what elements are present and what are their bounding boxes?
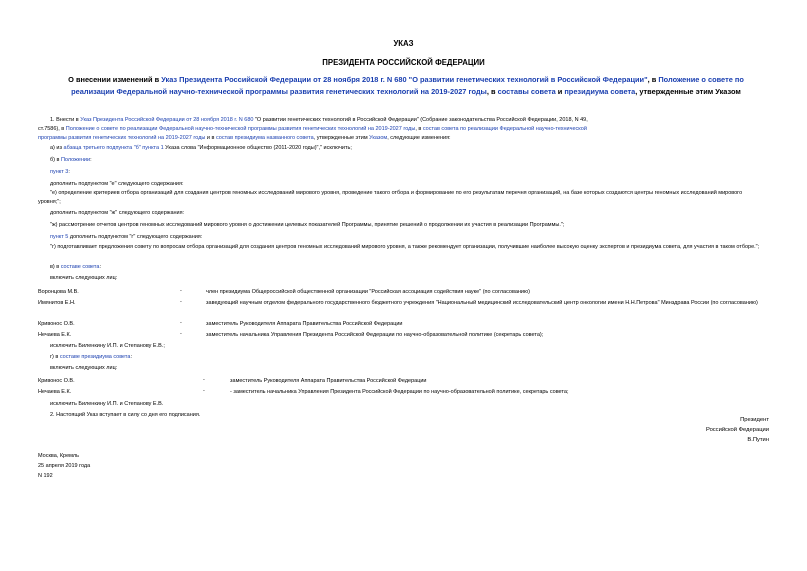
presidium-member-name: Нечаева Е.К. (38, 389, 72, 395)
signing-date: 25 апреля 2019 года (38, 463, 91, 469)
include-1: включить следующих лиц: (50, 275, 118, 281)
council-member-name: Нечаева Е.К. (38, 332, 72, 338)
item-g: г) в составе президиума совета: (50, 354, 132, 360)
presidium-member-dash: - (203, 377, 205, 383)
point-3: пункт 3: (50, 169, 70, 175)
link-presidium-composition-2[interactable]: составе президиума совета (59, 354, 131, 360)
doc-title: УКАЗ (393, 39, 414, 48)
doc-subtitle: О внесении изменений в Указ Президента Российской Федерации от 28 ноября 2018 г. N 680 "О развитии генетических технологий в Российской Федерации", в Положение о совете по реализации Федеральной научно-технической программы развития генетических технологий на 2019-2027 годы, в составы совета и президиума совета, утвержденные этим Указом (68, 75, 744, 96)
link-point-3[interactable]: пункт 3 (50, 169, 69, 175)
link-regulation[interactable]: Положение о совете по реализации Федеральной научно-технической программы развития генетических технологий на 2019-2027 годы (71, 75, 744, 96)
text-e: "е) определение критериев отбора организаций для создания центров геномных исследований мирового уровня, проведение такого отбора и формирование по его результатам перечня организаций, на базе которых создаются центры геномных исследований мирового уровня;"; (38, 190, 743, 205)
link-subpoint-b[interactable]: абзаца третьего подпункта "б" пункта 1 (63, 145, 164, 151)
presidium-member-name: Кривонос О.В. (38, 378, 75, 384)
council-member-position: заведующий научным отделом федерального государственного бюджетного учреждения "Национальный медицинский исследовательский центр онкологии имени Н.Н.Петрова" Минздрава России (по согласованию) (206, 300, 758, 306)
presidium-member-position: - заместитель начальника Управления Президента Российской Федерации по научно-образовательной политике, секретарь совета; (230, 389, 569, 395)
council-member-dash: - (180, 320, 182, 326)
presidium-member-position: заместитель Руководителя Аппарата Правительства Российской Федерации (230, 378, 427, 384)
council-member-position: заместитель Руководителя Аппарата Правительства Российской Федерации (206, 321, 403, 327)
signing-place: Москва, Кремль (38, 453, 80, 459)
council-member-dash: - (180, 288, 182, 294)
item-b: б) в Положении: (50, 157, 92, 163)
signature-title: Президент (740, 417, 769, 423)
signature-country: Российской Федерации (705, 427, 769, 433)
link-decree-680[interactable]: Указ Президента Российской Федерации от 28 ноября 2018 г. N 680 "О развитии генетических технологий в Российской Федерации" (161, 75, 648, 84)
link-regulation-2[interactable]: Положение о совете по реализации Федеральной научно-технической программы развития генетических технологий на 2019-2027 годы (65, 126, 416, 132)
signature-name: В.Путин (747, 437, 769, 443)
council-member-name: Воронцова М.В. (38, 289, 79, 295)
signature-block (706, 415, 769, 445)
text-zh: "ж) рассмотрение отчетов центров геномных исследований мирового уровня о достижении целевых показателей Программы, принятие решений о продолжении их участия в реализации Программы."; (50, 222, 565, 228)
link-council-3[interactable]: программы развития генетических технологий на 2019-2027 годы (38, 135, 206, 141)
item-v: в) в составе совета: (50, 264, 101, 270)
include-2: включить следующих лиц: (50, 365, 118, 371)
council-member-name: Кривонос О.В. (38, 321, 75, 327)
para-2: 2. Настоящий Указ вступает в силу со дня его подписания. (50, 412, 201, 418)
para1-line1: 1. Внести в Указ Президента Российской Федерации от 28 ноября 2018 г. N 680 "О развитии генетических технологий в Российской Федерации" (Собрание законодательства Российской Федерации, 2018, N 49, (50, 117, 588, 123)
text-g: "г) подготавливает предложения совету по вопросам отбора организаций для создания центров геномных исследований мирового уровня, а также рекомендует организации, получившие наиболее высокую оценку экспертов и президиума совета, для участия в таком отборе."; (50, 244, 760, 250)
point-5: пункт 5 дополнить подпунктом "г" следующего содержания: (50, 234, 203, 240)
para1-line2: ст.7586), в Положение о совете по реализации Федеральной научно-технической программы развития генетических технологий на 2019-2027 годы, в состав совета по реализации Федеральной научно-технической (38, 126, 587, 132)
doc-issuer: ПРЕЗИДЕНТА РОССИЙСКОЙ ФЕДЕРАЦИИ (322, 58, 485, 67)
link-decree-2[interactable]: Указом (369, 135, 388, 141)
council-member-name: Имянитов Е.Н. (38, 300, 76, 306)
link-presidium-2[interactable]: состав президиума названного совета (215, 135, 314, 141)
exclude-1: исключить Биленкину И.П. и Степанову Е.В.; (50, 343, 165, 349)
link-council-composition-2[interactable]: составе совета (60, 264, 100, 270)
link-council-composition[interactable]: составы совета (497, 87, 556, 96)
council-member-dash: - (180, 331, 182, 337)
link-point-5[interactable]: пункт 5 (50, 234, 69, 240)
add-zh: дополнить подпунктом "ж" следующего содержания: (50, 210, 185, 216)
item-a: а) из абзаца третьего подпункта "б" пункта 1 Указа слова "Информационное общество (2011-2020 годы)"," исключить; (50, 145, 352, 151)
council-member-position: член президиума Общероссийской общественной организации "Российская ассоциация содействия науке" (по согласованию) (206, 289, 530, 295)
presidium-member-dash: - (203, 388, 205, 394)
link-council-2[interactable]: состав совета по реализации Федеральной научно-технической (422, 126, 587, 132)
link-presidium-composition[interactable]: президиума совета (564, 87, 636, 96)
add-e: дополнить подпунктом "е" следующего содержания: (50, 181, 184, 187)
para1-line3: программы развития генетических технологий на 2019-2027 годы и в состав президиума названного совета, утвержденные этим Указом, следующие изменения: (38, 135, 451, 141)
decree-number: N 192 (38, 473, 53, 479)
council-member-position: заместитель начальника Управления Президента Российской Федерации по научно-образовательной политике (секретарь совета); (206, 332, 544, 338)
link-decree[interactable]: Указ Президента Российской Федерации от 28 ноября 2018 г. N 680 (80, 117, 254, 123)
exclude-2: исключить Биленкину И.П. и Степанову Е.В. (50, 401, 164, 407)
council-member-dash: - (180, 299, 182, 305)
link-regulation-3[interactable]: Положении (60, 157, 91, 163)
